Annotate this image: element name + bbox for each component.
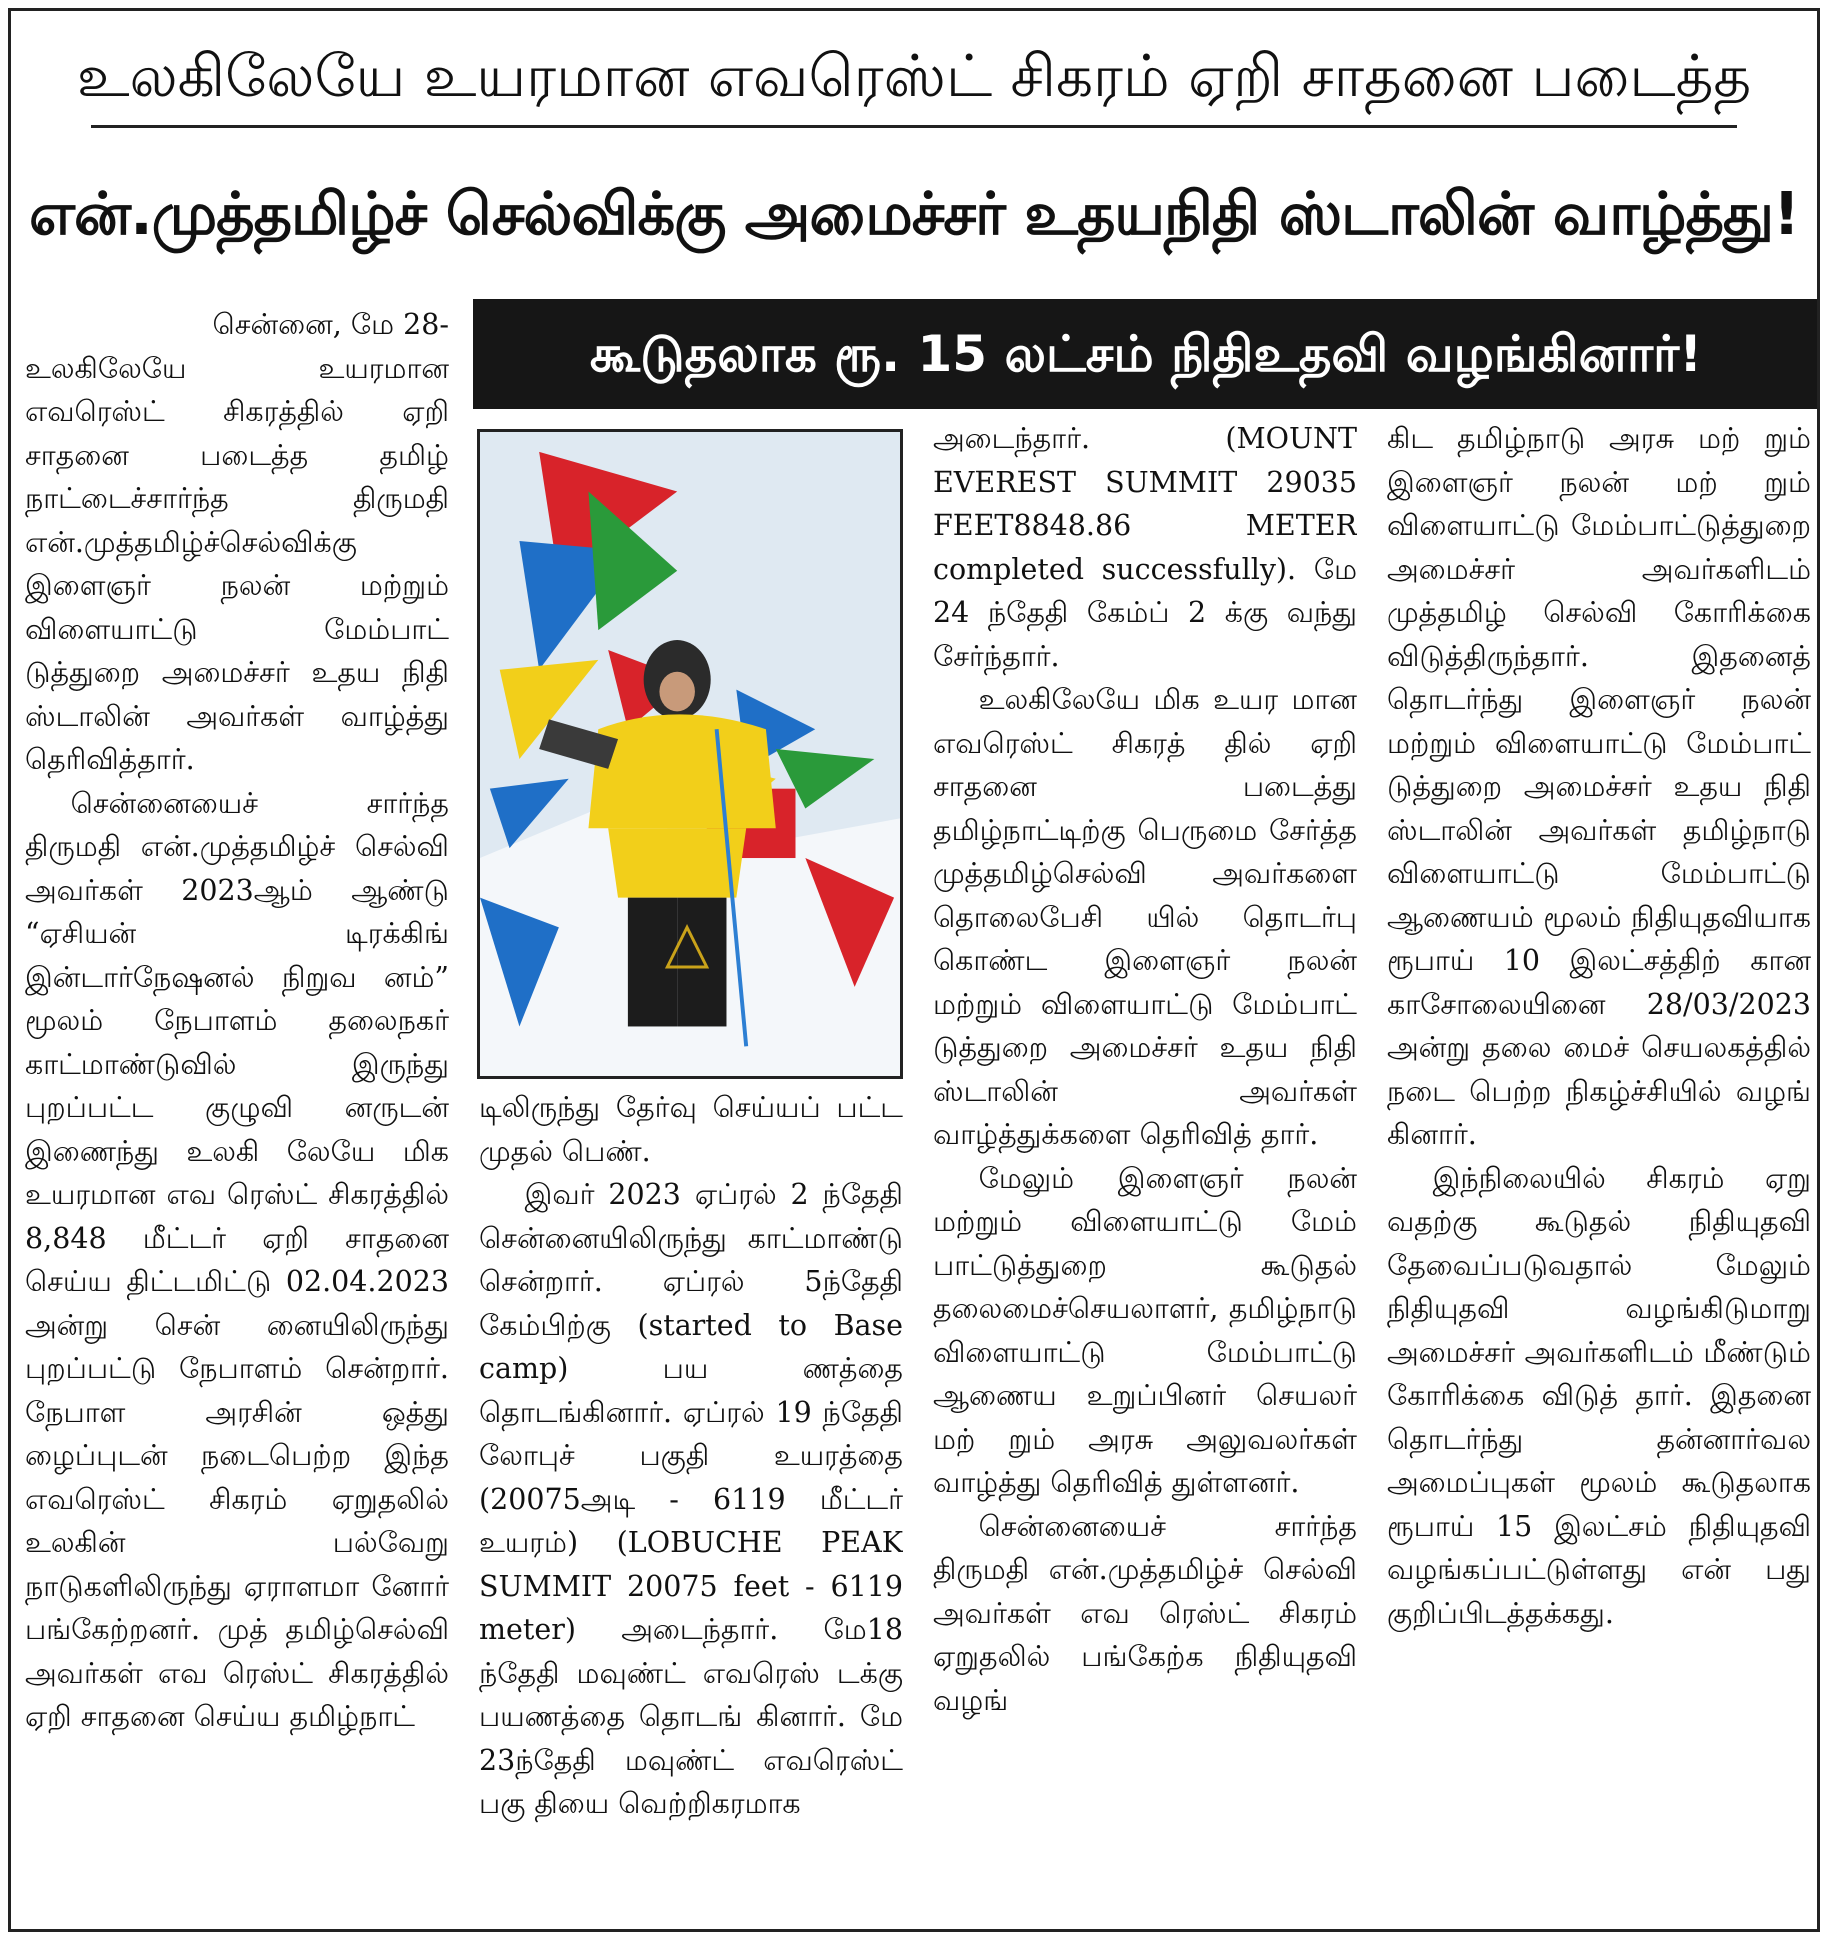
col4-paragraph-1: கிட தமிழ்நாடு அரசு மற் றும் இளைஞர் நலன் மற் றும் விளையாட்டு மேம்பாட்டுத்துறை அமைச்சர் அவர்களிடம் முத்தமிழ் செல்வி கோரிக்கை விடுத்திருந்தார். இதனைத் தொடர்ந்து இளைஞர் நலன் மற்றும் விளையாட்டு மேம்பாட் டுத்துறை அமைச்சர் உதய நிதி ஸ்டாலின் அவர்கள் தமிழ்நாடு விளையாட்டு மேம்பாட்டு ஆணையம் மூலம் நிதியுதவியாக ரூபாய் 10 இலட்சத்திற் கான காசோலையினை 28/03/2023 அன்று தலை மைச் செயலகத்தில் நடை பெற்ற நிகழ்ச்சியில் வழங் கினார். [1387, 422, 1811, 1151]
col3-paragraph-2: உலகிலேயே மிக உயர மான எவரெஸ்ட் சிகரத் தில் ஏறி சாதனை படைத்து தமிழ்நாட்டிற்கு பெருமை சேர்த்த முத்தமிழ்செல்வி அவர்களை தொலைபேசி யில் தொடர்பு கொண்ட இளைஞர் நலன் மற்றும் விளையாட்டு மேம்பாட் டுத்துறை அமைச்சர் உதய நிதி ஸ்டாலின் அவர்கள் வாழ்த்துக்களை தெரிவித் தார். [933, 683, 1357, 1151]
col3-paragraph-1: அடைந்தார். (MOUNT EVEREST SUMMIT 29035 FEET8848.86 METER completed successfully). மே 24 ந்தேதி கேம்ப் 2 க்கு வந்து சேர்ந்தார். [933, 422, 1357, 673]
article-column-4 [1387, 417, 1811, 1927]
col1-paragraph-1: உலகிலேயே உயரமான எவரெஸ்ட் சிகரத்தில் ஏறி சாதனை படைத்த தமிழ் நாட்டைச்சார்ந்த திருமதி என்.முத்தமிழ்ச்செல்விக்கு இளைஞர் நலன் மற்றும் விளையாட்டு மேம்பாட் டுத்துறை அமைச்சர் உதய நிதி ஸ்டாலின் அவர்கள் வாழ்த்து தெரிவித்தார். [25, 351, 449, 776]
col1-paragraph-2: சென்னையைச் சார்ந்த திருமதி என்.முத்தமிழ்ச் செல்வி அவர்கள் 2023ஆம் ஆண்டு “ஏசியன் டிரக்கிங் இன்டார்நேஷனல் நிறுவ னம்” மூலம் நேபாளம் தலைநகர் காட்மாண்டுவில் இருந்து புறப்பட்ட குழுவி னருடன் இணைந்து உலகி லேயே மிக உயரமான எவ ரெஸ்ட் சிகரத்தில் 8,848 மீட்டர் ஏறி சாதனை செய்ய திட்டமிட்டு 02.04.2023 அன்று சென் னையிலிருந்து புறப்பட்டு நேபாளம் சென்றார். நேபாள அரசின் ஒத்து ழைப்புடன் நடைபெற்ற இந்த எவரெஸ்ட் சிகரம் ஏறுதலில் உலகின் பல்வேறு நாடுகளிலிருந்து ஏராளமா னோர் பங்கேற்றனர். முத் தமிழ்செல்வி அவர்கள் எவ ரெஸ்ட் சிகரத்தில் ஏறி சாதனை செய்ய தமிழ்நாட் [25, 786, 449, 1733]
dateline: சென்னை, மே 28- [212, 308, 449, 341]
subheadline-banner: கூடுதலாக ரூ. 15 லட்சம் நிதிஉதவி வழங்கினார்! [473, 299, 1819, 409]
col4-paragraph-2: இந்நிலையில் சிகரம் ஏறு வதற்கு கூடுதல் நிதியுதவி தேவைப்படுவதால் மேலும் நிதியுதவி வழங்கிடுமாறு அமைச்சர் அவர்களிடம் மீண்டும் கோரிக்கை விடுத் தார். இதனை தொடர்ந்து தன்னார்வல அமைப்புகள் மூலம் கூடுதலாக ரூபாய் 15 இலட்சம் நிதியுதவி வழங்கப்பட்டுள்ளது என் பது குறிப்பிடத்தக்கது. [1387, 1161, 1811, 1630]
climber-image [480, 432, 900, 1076]
kicker-headline: உலகிலேயே உயரமான எவரெஸ்ட் சிகரம் ஏறி சாதனை படைத்த [76, 42, 1752, 110]
col2-paragraph-1: டிலிருந்து தேர்வு செய்யப் பட்ட முதல் பெண். [479, 1091, 903, 1168]
newspaper-clipping [8, 8, 1820, 1932]
col3-paragraph-3: மேலும் இளைஞர் நலன் மற்றும் விளையாட்டு மேம் பாட்டுத்துறை கூடுதல் தலைமைச்செயலாளர், தமிழ்நாடு விளையாட்டு மேம்பாட்டு ஆணைய உறுப்பினர் செயலர் மற் றும் அரசு அலுவலர்கள் வாழ்த்து தெரிவித் துள்ளனர். [933, 1161, 1357, 1499]
col3-paragraph-4: சென்னையைச் சார்ந்த திருமதி என்.முத்தமிழ்ச் செல்வி அவர்கள் எவ ரெஸ்ட் சிகரம் ஏறுதலில் பங்கேற்க நிதியுதவி வழங் [933, 1509, 1357, 1717]
headline-divider [91, 125, 1737, 128]
col2-paragraph-2: இவர் 2023 ஏப்ரல் 2 ந்தேதி சென்னையிலிருந்து காட்மாண்டு சென்றார். ஏப்ரல் 5ந்தேதி கேம்பிற்கு (started to Base camp) பய ணத்தை தொடங்கினார். ஏப்ரல் 19 ந்தேதி லோபுச் பகுதி உயரத்தை (20075அடி - 6119 மீட்டர் உயரம்) (LOBUCHE PEAK SUMMIT 20075 feet - 6119 meter) அடைந்தார். மே18 ந்தேதி மவுண்ட் எவரெஸ் டக்கு பயணத்தை தொடங் கினார். மே 23ந்தேதி மவுண்ட் எவரெஸ்ட் பகு தியை வெற்றிகரமாக [479, 1178, 903, 1820]
article-column-3 [933, 417, 1357, 1927]
article-column-1 [25, 303, 449, 1923]
everest-summit-photo [477, 429, 903, 1079]
main-headline: என்.முத்தமிழ்ச் செல்விக்கு அமைச்சர் உதயநிதி ஸ்டாலின் வாழ்த்து! [29, 179, 1799, 248]
article-column-2 [479, 1086, 903, 1926]
